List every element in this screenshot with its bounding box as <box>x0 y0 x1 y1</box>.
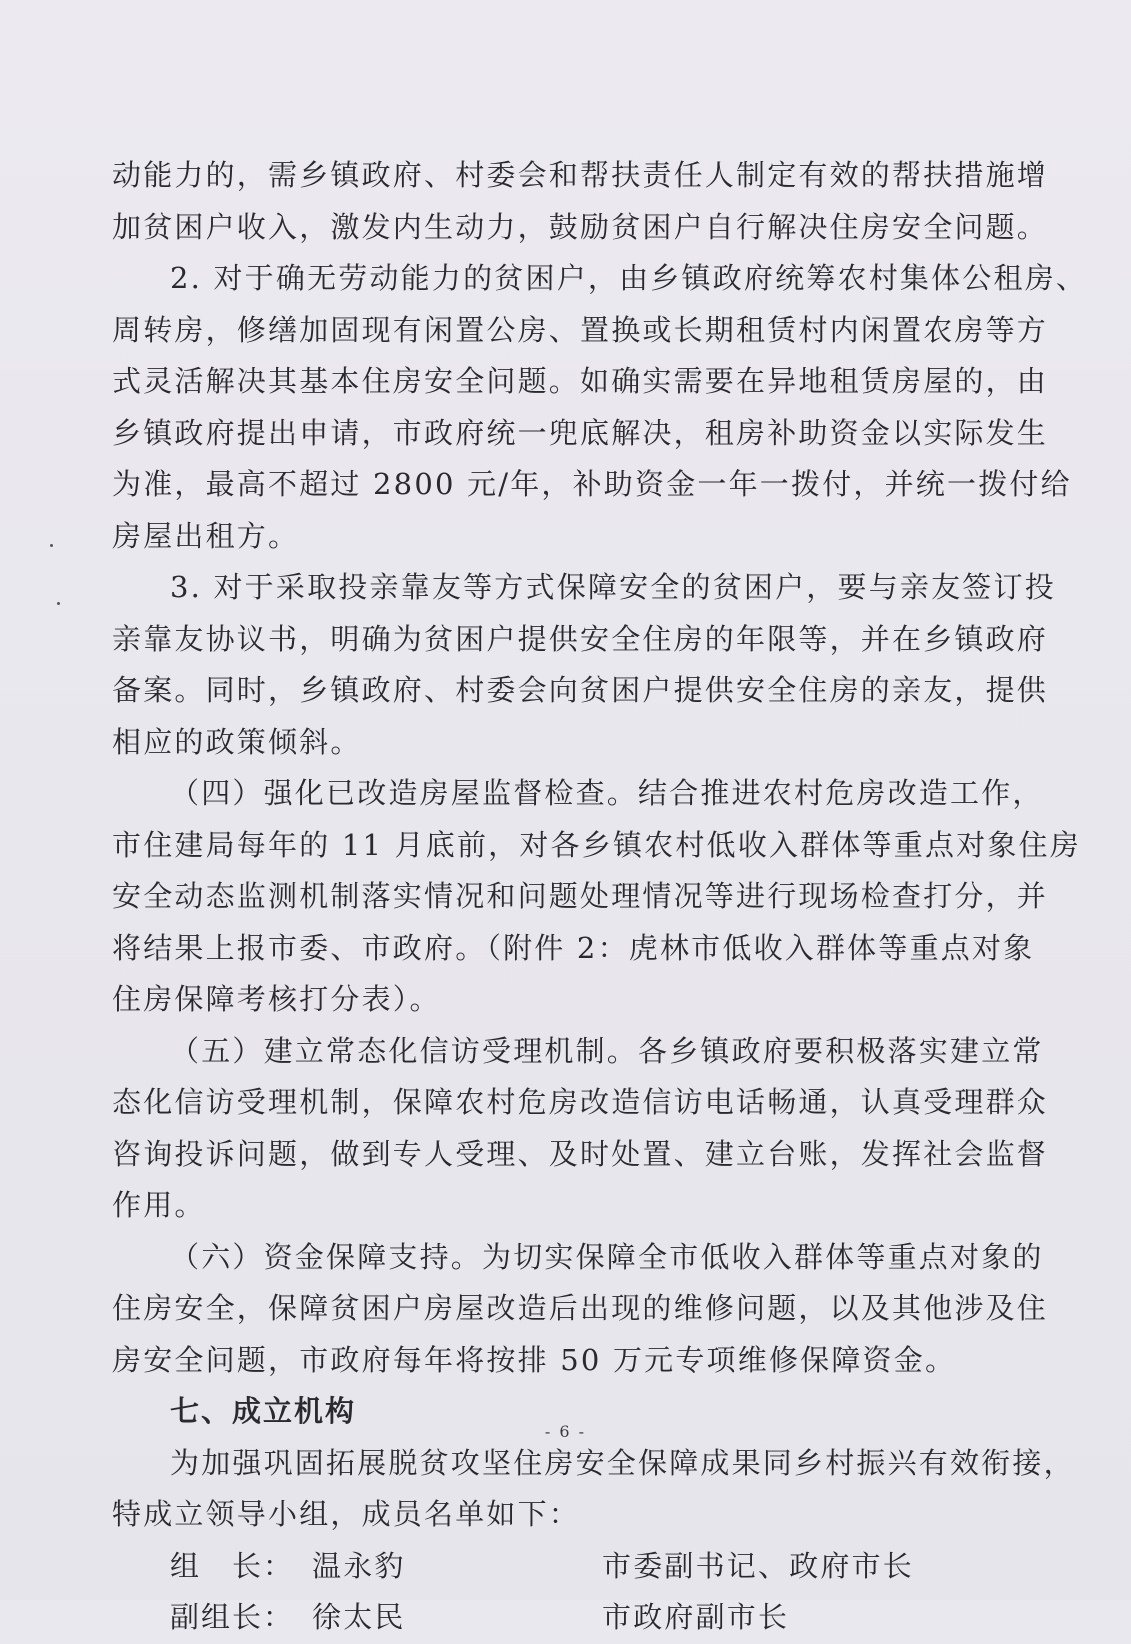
paragraph-line: （五）建立常态化信访受理机制。各乡镇政府要积极落实建立常 <box>170 1033 1044 1068</box>
member-role: 副组长： <box>170 1600 295 1634</box>
paragraph <box>112 1026 1049 1232</box>
paragraph <box>112 562 1056 768</box>
member-role: 组 长： <box>170 1548 295 1583</box>
paragraph-line: 将结果上报市委、市政府。（附件 2：虎林市低收入群体等重点对象 <box>112 930 1035 965</box>
paragraph-line: 备案。同时，乡镇政府、村委会向贫困户提供安全住房的亲友，提供 <box>112 673 1049 707</box>
paragraph-line: 房安全问题，市政府每年将按排 50 万元专项维修保障资金。 <box>112 1342 957 1377</box>
paragraph-line: 安全动态监测机制落实情况和问题处理情况等进行现场检查打分，并 <box>112 879 1049 913</box>
member-title: 市政府副市长 <box>602 1600 790 1634</box>
paragraph-line: （四）强化已改造房屋监督检查。结合推进农村危房改造工作， <box>170 776 1044 810</box>
page-number: - 6 - <box>544 1422 587 1441</box>
paragraph <box>112 1232 1049 1387</box>
paragraph-line: 为准，最高不超过 2800 元/年，补助资金一年一拨付，并统一拨付给 <box>112 467 1072 501</box>
paragraph-line: 3. 对于采取投亲靠友等方式保障安全的贫困户，要与亲友签订投 <box>170 570 1056 604</box>
paragraph-line: 房屋出租方。 <box>112 518 300 553</box>
member-row <box>112 1541 1032 1593</box>
paragraph-line: 住房保障考核打分表）。 <box>112 982 441 1016</box>
member-title: 市委副书记、政府市长 <box>602 1548 915 1583</box>
paragraph-line: 式灵活解决其基本住房安全问题。如确实需要在异地租赁房屋的，由 <box>112 364 1049 398</box>
paragraph-list <box>112 150 1088 1386</box>
paragraph-line: （六）资金保障支持。为切实保障全市低收入群体等重点对象的 <box>170 1239 1044 1274</box>
member-list <box>112 1541 1032 1644</box>
paragraph <box>112 768 1081 1026</box>
paragraph-line: 咨询投诉问题，做到专人受理、及时处置、建立台账，发挥社会监督 <box>112 1136 1049 1171</box>
paragraph-line: 住房安全，保障贫困户房屋改造后出现的维修问题，以及其他涉及住 <box>112 1291 1049 1325</box>
paragraph-line: 为加强巩固拓展脱贫攻坚住房安全保障成果同乡村振兴有效衔接， <box>170 1445 1075 1480</box>
paragraph-line: 周转房，修缮加固现有闲置公房、置换或长期租赁村内闲置农房等方 <box>112 312 1049 347</box>
paragraph-line: 加贫困户收入，激发内生动力，鼓励贫困户自行解决住房安全问题。 <box>112 209 1049 244</box>
paragraph <box>112 253 1088 562</box>
section-paragraph <box>112 1438 1075 1541</box>
scan-speck <box>50 544 53 547</box>
document-body <box>112 150 1088 1644</box>
section-heading: 七、成立机构 <box>170 1394 357 1428</box>
paragraph-line: 作用。 <box>112 1188 206 1222</box>
member-name: 徐太民 <box>312 1600 406 1634</box>
paragraph-line: 市住建局每年的 11 月底前，对各乡镇农村低收入群体等重点对象住房 <box>112 827 1081 862</box>
paragraph-line: 态化信访受理机制，保障农村危房改造信访电话畅通，认真受理群众 <box>112 1085 1049 1119</box>
paragraph-line: 动能力的，需乡镇政府、村委会和帮扶责任人制定有效的帮扶措施增 <box>112 158 1049 192</box>
scan-speck <box>57 602 60 605</box>
paragraph-line: 亲靠友协议书，明确为贫困户提供安全住房的年限等，并在乡镇政府 <box>112 621 1049 656</box>
paragraph <box>112 150 1049 253</box>
paragraph-line: 特成立领导小组，成员名单如下： <box>112 1497 581 1531</box>
paragraph-line: 2. 对于确无劳动能力的贫困户，由乡镇政府统筹农村集体公租房、 <box>170 261 1088 295</box>
paragraph-line: 相应的政策倾斜。 <box>112 724 362 759</box>
member-name: 温永豹 <box>312 1548 406 1583</box>
paragraph-line: 乡镇政府提出申请，市政府统一兜底解决，租房补助资金以实际发生 <box>112 415 1049 450</box>
